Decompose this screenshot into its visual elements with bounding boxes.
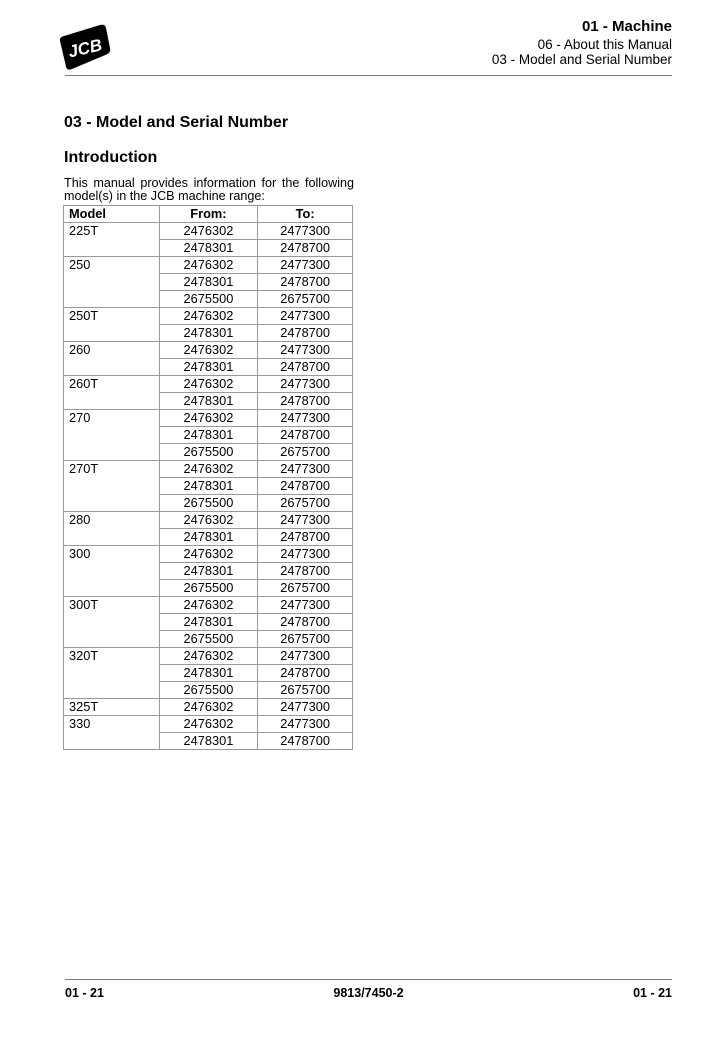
page-header-breadcrumb xyxy=(492,18,672,67)
serial-to-cell: 2477300 xyxy=(258,648,353,665)
model-cell: 320T xyxy=(64,648,160,699)
section-heading: Introduction xyxy=(64,149,158,166)
jcb-logo xyxy=(55,21,115,75)
table-row xyxy=(64,308,353,325)
serial-from-cell: 2476302 xyxy=(159,223,258,240)
serial-to-cell: 2477300 xyxy=(258,461,353,478)
serial-from-cell: 2476302 xyxy=(159,716,258,733)
table-row xyxy=(64,223,353,240)
model-cell: 270T xyxy=(64,461,160,512)
serial-to-cell: 2478700 xyxy=(258,665,353,682)
serial-from-cell: 2478301 xyxy=(159,563,258,580)
serial-from-cell: 2478301 xyxy=(159,359,258,376)
table-row xyxy=(64,257,353,274)
jcb-logo-icon xyxy=(55,21,115,75)
serial-to-cell: 2478700 xyxy=(258,240,353,257)
model-cell: 260 xyxy=(64,342,160,376)
table-row xyxy=(64,376,353,393)
serial-to-cell: 2478700 xyxy=(258,325,353,342)
serial-from-cell: 2478301 xyxy=(159,665,258,682)
serial-from-cell: 2476302 xyxy=(159,376,258,393)
serial-to-cell: 2675700 xyxy=(258,291,353,308)
serial-from-cell: 2476302 xyxy=(159,308,258,325)
table-row xyxy=(64,716,353,733)
column-header-to: To: xyxy=(258,206,353,223)
model-cell: 300T xyxy=(64,597,160,648)
table-row xyxy=(64,648,353,665)
serial-to-cell: 2478700 xyxy=(258,478,353,495)
serial-from-cell: 2675500 xyxy=(159,495,258,512)
svg-text:JCB: JCB xyxy=(66,35,104,62)
table-row xyxy=(64,597,353,614)
model-cell: 270 xyxy=(64,410,160,461)
model-cell: 250 xyxy=(64,257,160,308)
header-chapter-title: 01 - Machine xyxy=(581,18,672,35)
column-header-model: Model xyxy=(64,206,160,223)
header-divider xyxy=(65,75,672,76)
serial-to-cell: 2477300 xyxy=(258,699,353,716)
column-header-from: From: xyxy=(159,206,258,223)
serial-to-cell: 2478700 xyxy=(258,359,353,376)
serial-from-cell: 2675500 xyxy=(159,580,258,597)
model-cell: 300 xyxy=(64,546,160,597)
serial-to-cell: 2478700 xyxy=(258,733,353,750)
serial-from-cell: 2476302 xyxy=(159,410,258,427)
serial-to-cell: 2477300 xyxy=(258,376,353,393)
serial-from-cell: 2675500 xyxy=(159,444,258,461)
model-cell: 260T xyxy=(64,376,160,410)
model-cell: 280 xyxy=(64,512,160,546)
serial-to-cell: 2478700 xyxy=(258,529,353,546)
serial-to-cell: 2477300 xyxy=(258,257,353,274)
serial-from-cell: 2478301 xyxy=(159,733,258,750)
table-row xyxy=(64,512,353,529)
table-row xyxy=(64,461,353,478)
table-row xyxy=(64,342,353,359)
serial-from-cell: 2476302 xyxy=(159,648,258,665)
serial-from-cell: 2476302 xyxy=(159,342,258,359)
serial-from-cell: 2675500 xyxy=(159,631,258,648)
header-section-title: 06 - About this Manual xyxy=(537,37,672,52)
serial-to-cell: 2477300 xyxy=(258,716,353,733)
serial-to-cell: 2477300 xyxy=(258,410,353,427)
serial-to-cell: 2478700 xyxy=(258,427,353,444)
serial-to-cell: 2477300 xyxy=(258,308,353,325)
intro-paragraph: This manual provides information for the following model(s) in the JCB machine range: xyxy=(64,176,354,204)
serial-to-cell: 2675700 xyxy=(258,495,353,512)
serial-from-cell: 2478301 xyxy=(159,393,258,410)
footer-divider xyxy=(65,979,672,980)
serial-from-cell: 2675500 xyxy=(159,291,258,308)
serial-from-cell: 2478301 xyxy=(159,427,258,444)
serial-to-cell: 2675700 xyxy=(258,631,353,648)
serial-from-cell: 2476302 xyxy=(159,597,258,614)
table-row xyxy=(64,699,353,716)
serial-to-cell: 2478700 xyxy=(258,563,353,580)
serial-from-cell: 2476302 xyxy=(159,461,258,478)
page-footer xyxy=(65,986,672,1000)
serial-from-cell: 2476302 xyxy=(159,546,258,563)
serial-from-cell: 2478301 xyxy=(159,325,258,342)
serial-from-cell: 2478301 xyxy=(159,274,258,291)
table-row xyxy=(64,410,353,427)
serial-to-cell: 2675700 xyxy=(258,580,353,597)
page-title: 03 - Model and Serial Number xyxy=(64,114,289,131)
table-row xyxy=(64,546,353,563)
serial-to-cell: 2478700 xyxy=(258,274,353,291)
header-subsection-title: 03 - Model and Serial Number xyxy=(491,52,672,67)
serial-number-table xyxy=(63,205,353,750)
model-cell: 250T xyxy=(64,308,160,342)
serial-from-cell: 2476302 xyxy=(159,512,258,529)
serial-to-cell: 2477300 xyxy=(258,597,353,614)
serial-from-cell: 2476302 xyxy=(159,257,258,274)
serial-from-cell: 2478301 xyxy=(159,478,258,495)
serial-to-cell: 2477300 xyxy=(258,546,353,563)
model-cell: 330 xyxy=(64,716,160,750)
model-cell: 225T xyxy=(64,223,160,257)
serial-to-cell: 2477300 xyxy=(258,223,353,240)
serial-to-cell: 2675700 xyxy=(258,444,353,461)
serial-from-cell: 2478301 xyxy=(159,529,258,546)
serial-from-cell: 2478301 xyxy=(159,240,258,257)
model-cell: 325T xyxy=(64,699,160,716)
serial-from-cell: 2478301 xyxy=(159,614,258,631)
serial-from-cell: 2675500 xyxy=(159,682,258,699)
serial-to-cell: 2478700 xyxy=(258,393,353,410)
footer-document-number: 9813/7450-2 xyxy=(333,986,404,1000)
footer-page-number-right: 01 - 21 xyxy=(633,986,672,1000)
serial-to-cell: 2477300 xyxy=(258,512,353,529)
table-header-row xyxy=(64,206,353,223)
serial-to-cell: 2478700 xyxy=(258,614,353,631)
serial-from-cell: 2476302 xyxy=(159,699,258,716)
footer-page-number-left: 01 - 21 xyxy=(65,986,104,1000)
serial-to-cell: 2477300 xyxy=(258,342,353,359)
serial-to-cell: 2675700 xyxy=(258,682,353,699)
serial-table-body xyxy=(64,223,353,750)
